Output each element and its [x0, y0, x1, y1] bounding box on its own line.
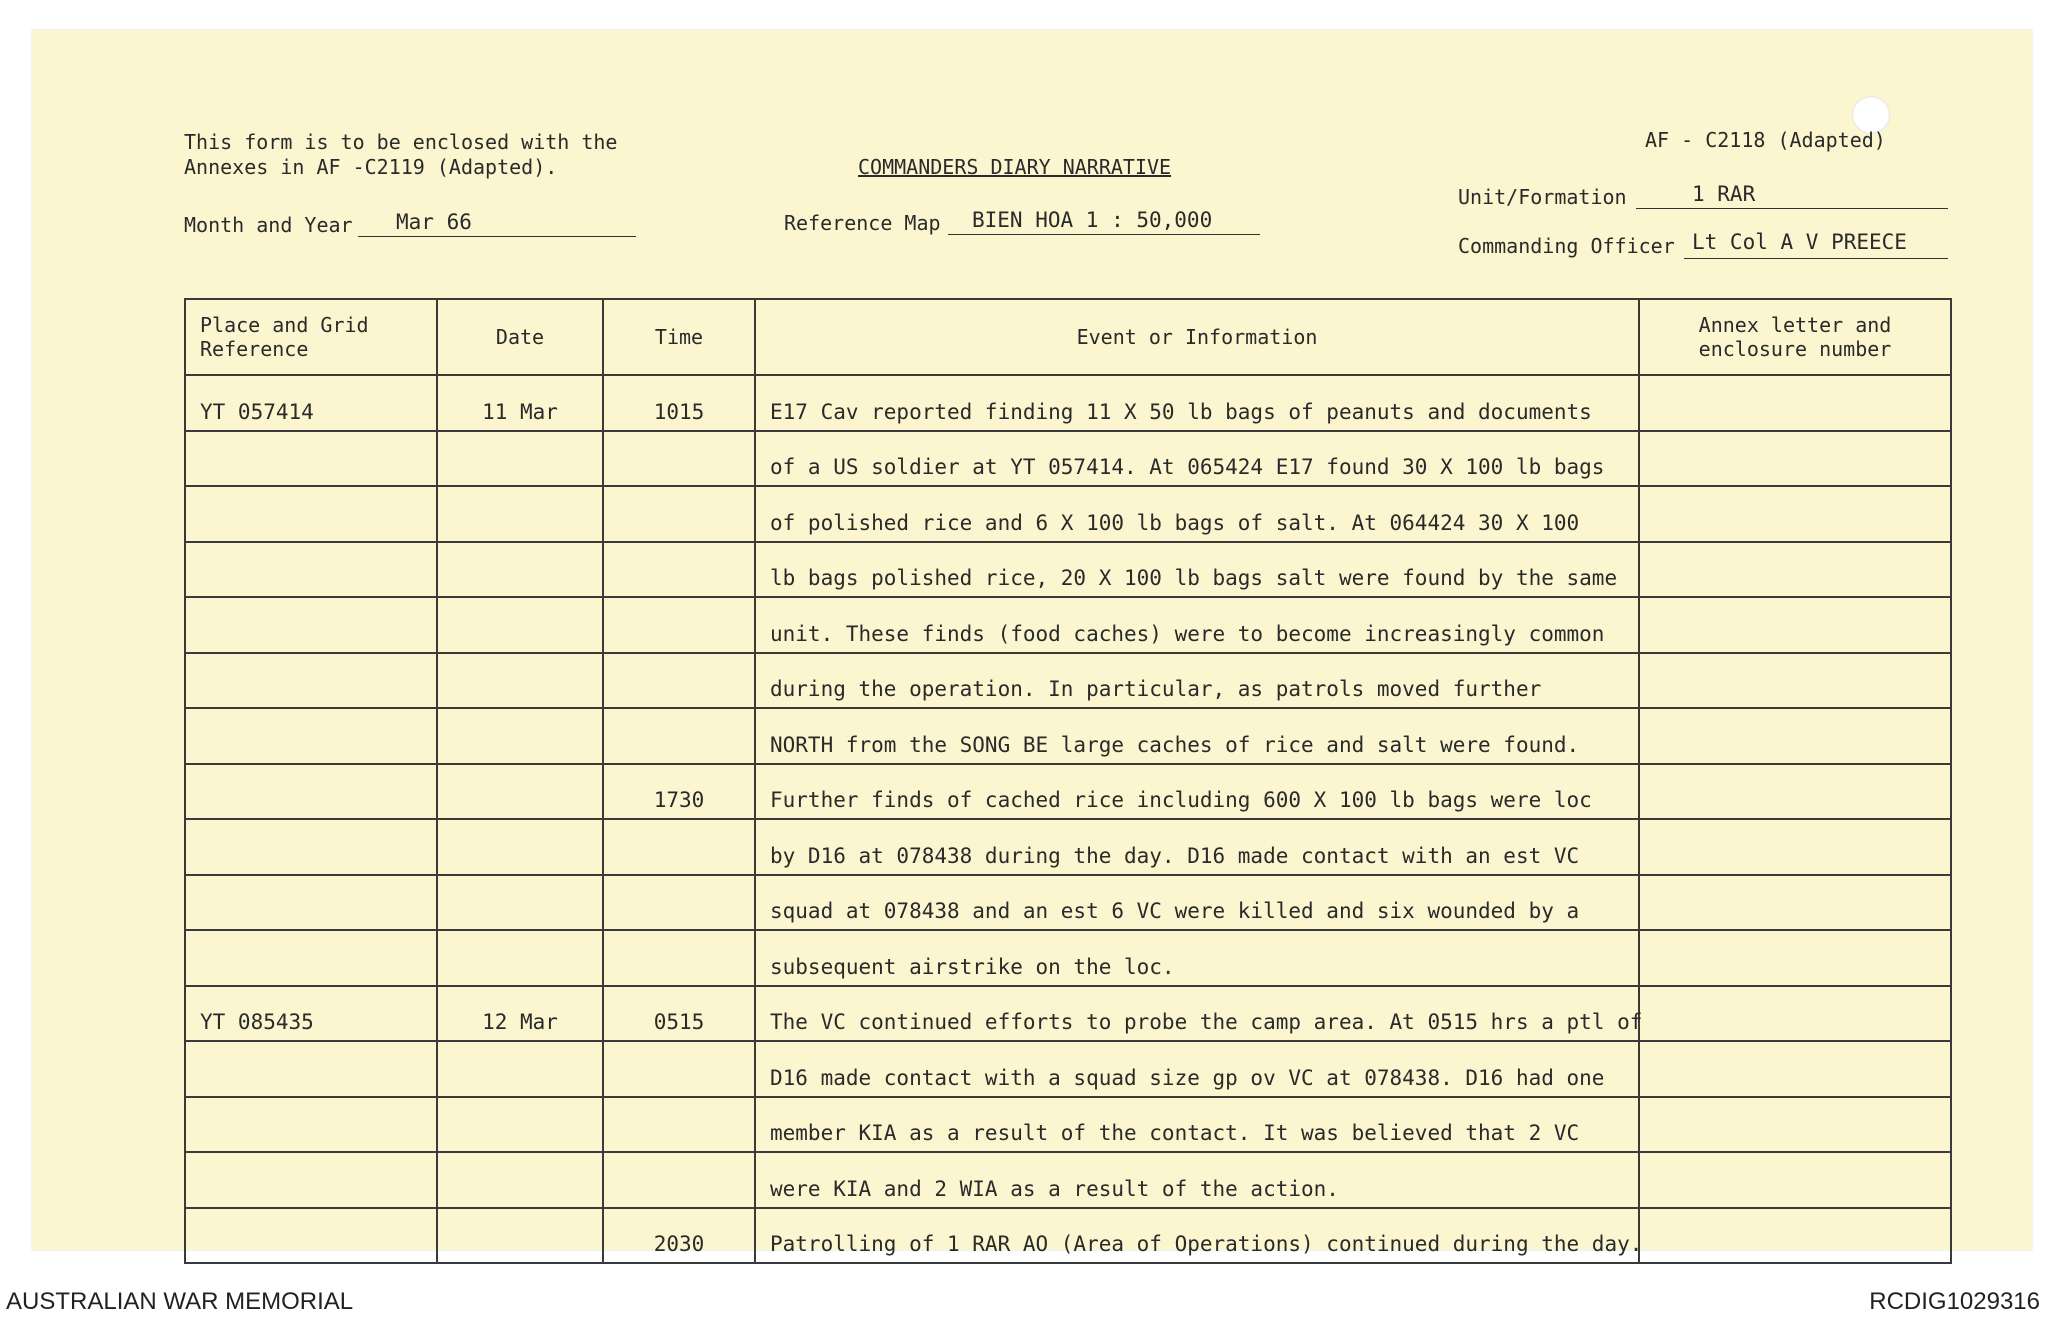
cell-time	[603, 1097, 755, 1153]
reference-map-value: BIEN HOA 1 : 50,000	[972, 208, 1213, 232]
table-header-row	[185, 299, 1951, 375]
cell-event: lb bags polished rice, 20 X 100 lb bags salt were found by the same	[755, 542, 1639, 598]
cell-place	[185, 930, 437, 986]
table-row	[185, 875, 1951, 931]
cell-annex	[1639, 431, 1951, 487]
cell-time: 1015	[603, 375, 755, 431]
table-row	[185, 1208, 1951, 1264]
table-row	[185, 431, 1951, 487]
cell-place	[185, 1097, 437, 1153]
reference-map-field	[948, 208, 1260, 235]
cell-event: Patrolling of 1 RAR AO (Area of Operations) continued during the day.	[755, 1208, 1639, 1264]
cell-date	[437, 930, 603, 986]
cell-annex	[1639, 1152, 1951, 1208]
cell-annex	[1639, 486, 1951, 542]
cell-place	[185, 597, 437, 653]
footer-record-id: RCDIG1029316	[1869, 1288, 2040, 1315]
footer-institution: AUSTRALIAN WAR MEMORIAL	[6, 1288, 354, 1315]
cell-time	[603, 1152, 755, 1208]
table-row	[185, 1152, 1951, 1208]
table-row	[185, 986, 1951, 1042]
cell-annex	[1639, 1041, 1951, 1097]
cell-place	[185, 542, 437, 598]
unit-formation-value: 1 RAR	[1692, 182, 1756, 206]
cell-place	[185, 486, 437, 542]
cell-place: YT 057414	[185, 375, 437, 431]
cell-time	[603, 597, 755, 653]
header-time: Time	[603, 299, 755, 375]
cell-time	[603, 1041, 755, 1097]
cell-annex	[1639, 542, 1951, 598]
cell-event: of a US soldier at YT 057414. At 065424 E17 found 30 X 100 lb bags	[755, 431, 1639, 487]
table-row	[185, 542, 1951, 598]
cell-event: squad at 078438 and an est 6 VC were killed and six wounded by a	[755, 875, 1639, 931]
cell-date	[437, 597, 603, 653]
table-row	[185, 1097, 1951, 1153]
cell-event: member KIA as a result of the contact. It was believed that 2 VC	[755, 1097, 1639, 1153]
cell-date	[437, 1041, 603, 1097]
cell-event: were KIA and 2 WIA as a result of the action.	[755, 1152, 1639, 1208]
table-row	[185, 1041, 1951, 1097]
cell-annex	[1639, 930, 1951, 986]
cell-event: The VC continued efforts to probe the camp area. At 0515 hrs a ptl of	[755, 986, 1639, 1042]
cell-place: YT 085435	[185, 986, 437, 1042]
header-date: Date	[437, 299, 603, 375]
cell-time	[603, 875, 755, 931]
cell-event: D16 made contact with a squad size gp ov VC at 078438. D16 had one	[755, 1041, 1639, 1097]
cell-place	[185, 1041, 437, 1097]
cell-event: during the operation. In particular, as patrols moved further	[755, 653, 1639, 709]
month-year-label: Month and Year	[184, 213, 353, 237]
cell-place	[185, 431, 437, 487]
cell-event: unit. These finds (food caches) were to become increasingly common	[755, 597, 1639, 653]
header-place-grid-reference: Place and Grid Reference	[185, 299, 437, 375]
unit-formation-field	[1636, 182, 1948, 209]
cell-time	[603, 708, 755, 764]
cell-time	[603, 431, 755, 487]
cell-event: E17 Cav reported finding 11 X 50 lb bags of peanuts and documents	[755, 375, 1639, 431]
cell-date	[437, 542, 603, 598]
cell-date	[437, 1097, 603, 1153]
cell-date	[437, 819, 603, 875]
month-year-field	[358, 210, 636, 237]
cell-time: 2030	[603, 1208, 755, 1264]
cell-annex	[1639, 597, 1951, 653]
form-note-line-2: Annexes in AF -C2119 (Adapted).	[184, 155, 558, 179]
cell-time	[603, 930, 755, 986]
cell-place	[185, 875, 437, 931]
cell-time: 0515	[603, 986, 755, 1042]
cell-date: 11 Mar	[437, 375, 603, 431]
commanding-officer-label: Commanding Officer	[1458, 234, 1675, 258]
cell-date: 12 Mar	[437, 986, 603, 1042]
form-code: AF - C2118 (Adapted)	[1645, 128, 1886, 152]
cell-annex	[1639, 875, 1951, 931]
table-row	[185, 597, 1951, 653]
cell-place	[185, 1152, 437, 1208]
cell-annex	[1639, 1097, 1951, 1153]
table-row	[185, 486, 1951, 542]
cell-date	[437, 653, 603, 709]
table-row	[185, 819, 1951, 875]
cell-event: NORTH from the SONG BE large caches of rice and salt were found.	[755, 708, 1639, 764]
cell-date	[437, 764, 603, 820]
cell-date	[437, 1152, 603, 1208]
cell-event: by D16 at 078438 during the day. D16 made contact with an est VC	[755, 819, 1639, 875]
cell-place	[185, 708, 437, 764]
cell-date	[437, 486, 603, 542]
cell-date	[437, 875, 603, 931]
diary-table	[184, 298, 1952, 1264]
month-year-value: Mar 66	[396, 210, 472, 234]
cell-time: 1730	[603, 764, 755, 820]
cell-place	[185, 819, 437, 875]
cell-annex	[1639, 819, 1951, 875]
cell-event: of polished rice and 6 X 100 lb bags of salt. At 064424 30 X 100	[755, 486, 1639, 542]
cell-annex	[1639, 653, 1951, 709]
cell-time	[603, 653, 755, 709]
form-title: COMMANDERS DIARY NARRATIVE	[858, 155, 1172, 179]
table-row	[185, 653, 1951, 709]
cell-time	[603, 486, 755, 542]
cell-annex	[1639, 764, 1951, 820]
cell-annex	[1639, 986, 1951, 1042]
cell-time	[603, 819, 755, 875]
table-row	[185, 930, 1951, 986]
cell-date	[437, 1208, 603, 1264]
table-row	[185, 708, 1951, 764]
header-event-information: Event or Information	[755, 299, 1639, 375]
cell-event: subsequent airstrike on the loc.	[755, 930, 1639, 986]
cell-date	[437, 431, 603, 487]
cell-annex	[1639, 708, 1951, 764]
table-row	[185, 375, 1951, 431]
cell-time	[603, 542, 755, 598]
cell-place	[185, 1208, 437, 1264]
commanding-officer-field	[1684, 230, 1948, 259]
cell-annex	[1639, 375, 1951, 431]
unit-formation-label: Unit/Formation	[1458, 185, 1627, 209]
cell-place	[185, 653, 437, 709]
commanding-officer-value: Lt Col A V PREECE	[1692, 230, 1907, 254]
cell-place	[185, 764, 437, 820]
header-annex-enclosure: Annex letter and enclosure number	[1639, 299, 1951, 375]
cell-annex	[1639, 1208, 1951, 1264]
cell-date	[437, 708, 603, 764]
form-note-line-1: This form is to be enclosed with the	[184, 130, 618, 154]
cell-event: Further finds of cached rice including 600 X 100 lb bags were loc	[755, 764, 1639, 820]
table-row	[185, 764, 1951, 820]
reference-map-label: Reference Map	[784, 211, 941, 235]
